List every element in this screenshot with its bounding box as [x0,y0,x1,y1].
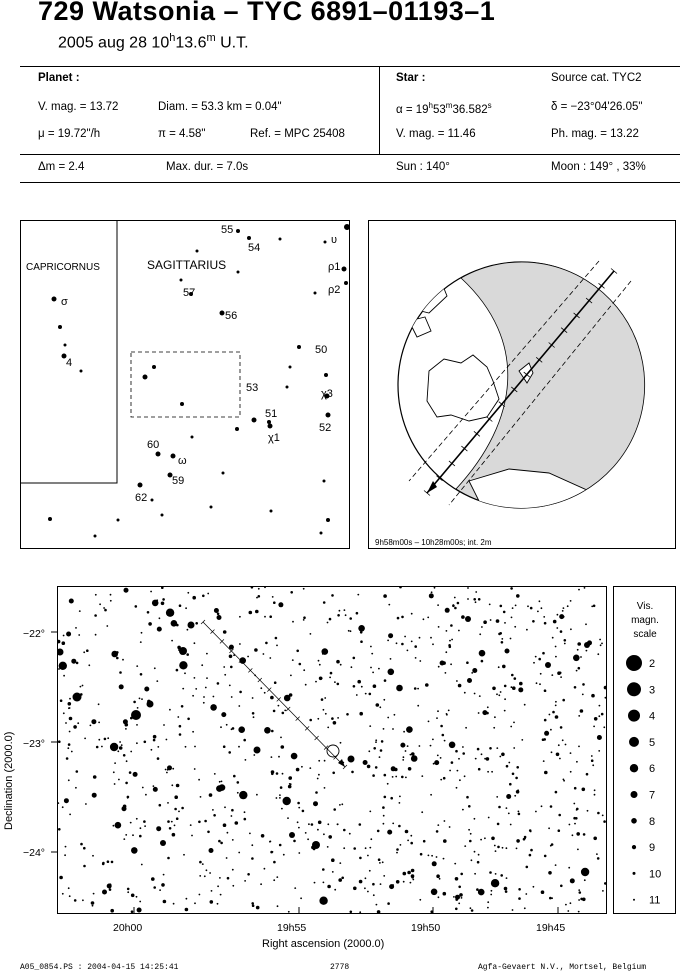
finder-star [161,514,164,517]
scale-label: 2 [649,658,656,670]
header-mid-rule [20,154,680,155]
finder-star-label: σ [61,296,68,308]
finder-star [247,236,251,240]
finder-star-label: ρ2 [328,284,341,296]
finder-star [323,480,326,483]
finder-star [279,238,282,241]
finder-star [252,418,257,423]
finder-star-label: ω [178,455,187,467]
scale-items [626,655,661,907]
star-right-ascension: $\alpha = 19^h53^m36.582^s$ [396,101,492,116]
finder-star-label: χ1 [268,432,280,444]
finder-star [237,271,240,274]
scale-title-line: scale [633,629,657,640]
finder-star [58,325,62,329]
x-tick-label: 19h55 [277,922,307,934]
finder-star-label: 52 [319,422,332,434]
page-title: 729 Watsonia – TYC 6891–01193–1 [38,0,496,26]
y-axis-label: Declination (2000.0) [3,731,15,830]
scale-label: 6 [649,763,656,776]
scale-label: 11 [649,894,661,907]
scale-dot [633,872,636,875]
header-divider [379,66,380,154]
globe-canvas [369,221,675,548]
max-duration: Max. dur. = 7.0s [166,161,249,173]
finder-star [267,420,271,424]
globe-caption: 9h58m00s – 10h28m00s; int. 2m [375,538,492,547]
finder-star [344,281,348,285]
scale-label: 3 [649,684,656,697]
x-tick-label: 19h50 [411,922,441,934]
planet-parallax: π = 4.58" [158,128,206,140]
x-axis-label: Right ascension (2000.0) [262,938,385,950]
constellation-label-sagittarius: SAGITTARIUS [147,258,227,272]
finder-star [180,279,183,282]
footer-page-number: 2778 [330,963,350,972]
finder-star-label: 59 [172,475,185,487]
finder-star [222,472,225,475]
star-field-outline [131,352,240,417]
star-vmag: V. mag. = 11.46 [396,128,476,140]
finder-star [220,311,225,316]
finder-star-label: 50 [315,344,328,356]
finder-star [196,250,199,253]
x-tick-label: 19h45 [536,922,566,934]
finder-star [52,297,57,302]
finder-star [297,345,301,349]
finder-star [324,373,328,377]
planet-heading: Planet : [38,72,80,84]
finder-star [326,518,330,522]
finder-star-label: 57 [183,287,196,299]
finder-star-label: 54 [248,242,261,254]
star-field-axes [0,580,680,972]
finder-star [156,452,161,457]
finder-star-label: 4 [66,357,73,369]
magnitude-scale-canvas [614,587,675,913]
finder-star [286,386,289,389]
star-source-catalog: Source cat. TYC2 [551,72,642,84]
header-top-rule [20,66,680,67]
finder-star [270,510,273,513]
finder-star [324,241,327,244]
header-bottom-rule [20,182,680,183]
finder-star [143,375,148,380]
magnitude-scale [613,586,676,914]
finder-star [235,427,239,431]
finder-star-label: 56 [225,310,238,322]
scale-dot [628,710,640,722]
finder-star [289,366,292,369]
finder-star [344,224,349,230]
finder-chart [20,220,350,549]
magnitude-drop: Δm = 2.4 [38,161,85,173]
scale-label: 4 [649,710,656,723]
scale-dot [632,845,636,849]
finder-star-label: χ3 [321,388,333,400]
scale-dot [626,655,642,671]
finder-star [151,499,154,502]
finder-star [210,506,213,509]
y-tick-label: −24° [23,847,46,859]
finder-star [320,532,323,535]
finder-star [326,413,331,418]
footer-file-info: A05_0854.PS : 2004-04-15 14:25:41 [20,963,179,972]
scale-dot [631,791,638,798]
scale-dot [630,764,638,772]
scale-label: 8 [649,815,656,828]
star-heading: Star : [396,72,426,84]
finder-star [138,483,143,488]
finder-star [180,402,184,406]
moon-elongation: Moon : 149° , 33% [551,161,646,173]
finder-star [268,424,273,429]
star-phmag: Ph. mag. = 13.22 [551,128,639,140]
finder-star-label: 60 [147,439,160,451]
planet-diameter: Diam. = 53.3 km = 0.04" [158,101,282,113]
finder-star [48,517,52,521]
y-tick-label: −22° [23,628,46,640]
finder-star-label: 55 [221,224,234,236]
planet-reference: Ref. = MPC 25408 [250,128,345,140]
finder-star-label: 51 [265,408,278,420]
finder-chart-canvas [21,221,349,548]
star-declination: δ = −23°04'26.05" [551,101,643,113]
planet-motion: μ = 19.72"/h [38,128,101,140]
scale-dot [629,737,639,747]
finder-star [152,365,156,369]
scale-dot [633,899,635,901]
scale-dot [627,682,641,696]
scale-title-line: Vis. [636,601,654,612]
finder-star-label: ρ1 [328,261,341,273]
finder-star-label: 62 [135,492,148,504]
finder-star-label: υ [331,234,338,246]
finder-star [342,267,347,272]
scale-label: 9 [649,842,656,855]
finder-star [117,519,120,522]
constellation-label-capricornus: CAPRICORNUS [26,262,100,273]
finder-star [191,436,194,439]
finder-star [314,292,317,295]
scale-title-line: magn. [631,615,659,626]
scale-dot [631,818,637,824]
finder-star [94,535,97,538]
globe-panel [368,220,676,549]
sun-elongation: Sun : 140° [396,161,450,173]
finder-star [64,344,67,347]
planet-vmag: V. mag. = 13.72 [38,101,119,113]
scale-label: 7 [649,789,656,802]
scale-label: 5 [649,736,656,749]
event-datetime: 2005 aug 28 10$^h$13.6$^m$ U.T. [58,32,249,52]
footer-credit: Agfa-Gevaert N.V., Mortsel, Belgium [478,963,647,972]
y-tick-label: −23° [23,738,46,750]
finder-star [171,454,176,459]
finder-star [80,370,83,373]
constellation-boundary [21,221,117,483]
scale-label: 10 [649,868,662,881]
axis-ticks [51,632,558,913]
x-tick-label: 20h00 [113,922,143,934]
finder-star [236,229,240,233]
finder-star-label: 53 [246,382,259,394]
